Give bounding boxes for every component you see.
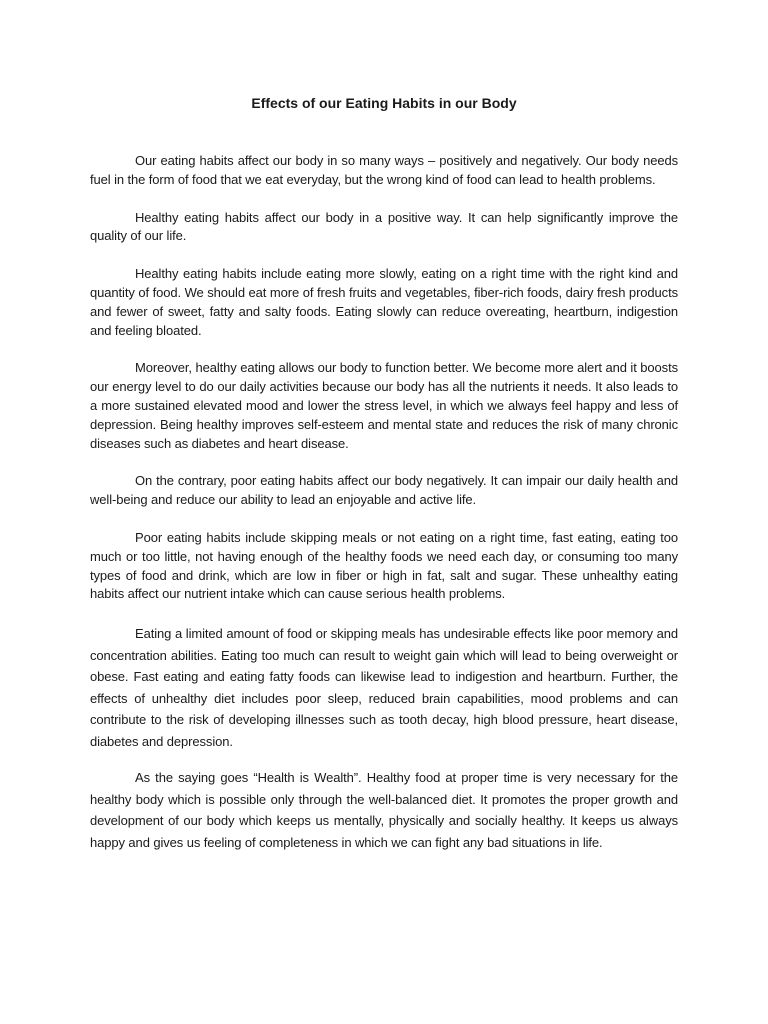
paragraph-conclusion: As the saying goes “Health is Wealth”. Healthy food at proper time is very necessary for the healthy body which is possible only through the well-balanced diet. It promotes the proper growth and development of our body which keeps us mentally, physically and socially healthy. It keeps us always happy and gives us feeling of completeness in which we can fight any bad situations in life.	[90, 770, 678, 850]
paragraph-negative-effect: On the contrary, poor eating habits affect our body negatively. It can impair our daily health and well-being and reduce our ability to lead an enjoyable and active life.	[90, 473, 678, 508]
paragraph-healthy-habits: Healthy eating habits include eating more slowly, eating on a right time with the right kind and quantity of food. We should eat more of fresh fruits and vegetables, fiber-rich foods, dairy fresh products and fewer of sweet, fatty and salty foods. Eating slowly can reduce overeating, heartburn, indigestion and feeling bloated.	[90, 266, 678, 338]
paragraph-intro: Our eating habits affect our body in so many ways – positively and negatively. Our body needs fuel in the form of food that we eat everyday, but the wrong kind of food can lead to health problems.	[90, 153, 678, 187]
document-body	[90, 152, 678, 868]
paragraph-healthy-benefits: Moreover, healthy eating allows our body to function better. We become more alert and it boosts our energy level to do our daily activities because our body has all the nutrients it needs. It also leads to a more sustained elevated mood and lower the stress level, in which we always feel happy and less of depression. Being healthy improves self-esteem and mental state and reduces the risk of many chronic diseases such as diabetes and heart disease.	[90, 360, 678, 451]
paragraph-positive-effect: Healthy eating habits affect our body in a positive way. It can help significantly improve the quality of our life.	[90, 209, 678, 244]
document-title: Effects of our Eating Habits in our Body	[251, 95, 517, 111]
paragraph-unhealthy-effects: Eating a limited amount of food or skipping meals has undesirable effects like poor memory and concentration abilities. Eating too much can result to weight gain which will lead to being overweight or obese. Fast eating and eating fatty foods can likewise lead to indigestion and heartburn. Further, the effects of unhealthy diet includes poor sleep, reduced brain capabilities, mood problems and can contribute to the risk of developing illnesses such as tooth decay, high blood pressure, heart disease, diabetes and depression.	[90, 626, 678, 749]
paragraph-poor-habits: Poor eating habits include skipping meals or not eating on a right time, fast eating, eating too much or too little, not having enough of the healthy foods we need each day, or consuming too many types of food and drink, which are low in fiber or high in fat, salt and sugar. These unhealthy eating habits affect our nutrient intake which can cause serious health problems.	[90, 529, 678, 602]
